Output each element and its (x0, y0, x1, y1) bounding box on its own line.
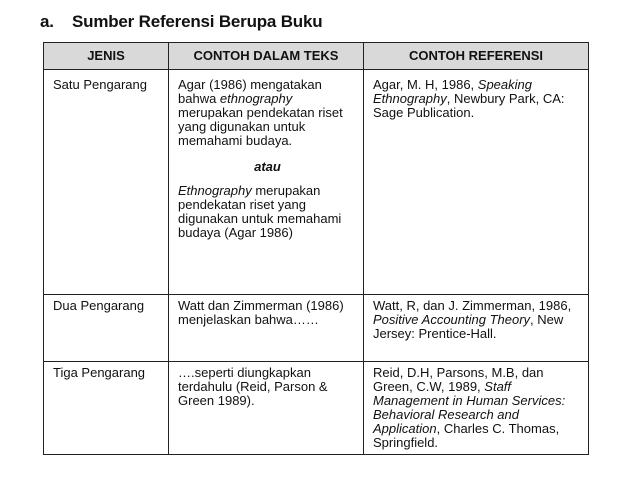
cell-contoh-teks (169, 70, 364, 295)
table-row (44, 295, 589, 362)
ref-part: , Charles C. Thomas, Springfield. (373, 421, 560, 450)
cell-contoh-referensi (364, 362, 589, 455)
text-part: Agar (1986) mengatakan bahwa (178, 77, 322, 106)
text-italic: Ethnography (178, 183, 252, 198)
ref-italic: Positive Accounting Theory (373, 312, 531, 327)
ref-part: , Newbury Park, CA: Sage Publication. (373, 91, 565, 120)
cell-contoh-referensi (364, 70, 589, 295)
table-header-row (44, 43, 589, 70)
header-contoh-teks: CONTOH DALAM TEKS (169, 43, 364, 70)
text-part: merupakan pendekatan riset yang digunakan untuk memahami budaya (Agar 1986) (178, 183, 342, 240)
ref-part: , New Jersey: Prentice-Hall. (373, 312, 564, 341)
ref-part: Reid, D.H, Parsons, M.B, dan Green, C.W, 1989, (373, 365, 544, 394)
text-part: merupakan pendekatan riset yang digunakan untuk memahami budaya. (178, 105, 343, 148)
header-contoh-referensi: CONTOH REFERENSI (364, 43, 589, 70)
text-example-a (178, 78, 357, 148)
ref-part: Watt, R, dan J. Zimmerman, 1986, (373, 298, 572, 313)
ref-part: Agar, M. H, 1986, (373, 77, 478, 92)
cell-jenis: Satu Pengarang (44, 70, 169, 295)
cell-jenis: Tiga Pengarang (44, 362, 169, 455)
cell-jenis: Dua Pengarang (44, 295, 169, 362)
cell-contoh-teks: ….seperti diungkapkan terdahulu (Reid, Parson & Green 1989). (169, 362, 364, 455)
cell-contoh-teks: Watt dan Zimmerman (1986) menjelaskan bahwa…… (169, 295, 364, 362)
text-example-b (178, 184, 357, 240)
reference-table (43, 42, 589, 455)
section-heading (40, 12, 322, 32)
atau-label: atau (254, 159, 281, 174)
section-number: a. (40, 12, 54, 31)
cell-contoh-referensi (364, 295, 589, 362)
table-row (44, 70, 589, 295)
section-title: Sumber Referensi Berupa Buku (72, 12, 323, 31)
header-jenis: JENIS (44, 43, 169, 70)
ref-italic: Staff Management in Human Services: Behavioral Research and Application (373, 379, 566, 436)
text-italic: ethnography (219, 91, 293, 106)
ref-italic: Speaking Ethnography (373, 77, 532, 106)
table-row (44, 362, 589, 455)
